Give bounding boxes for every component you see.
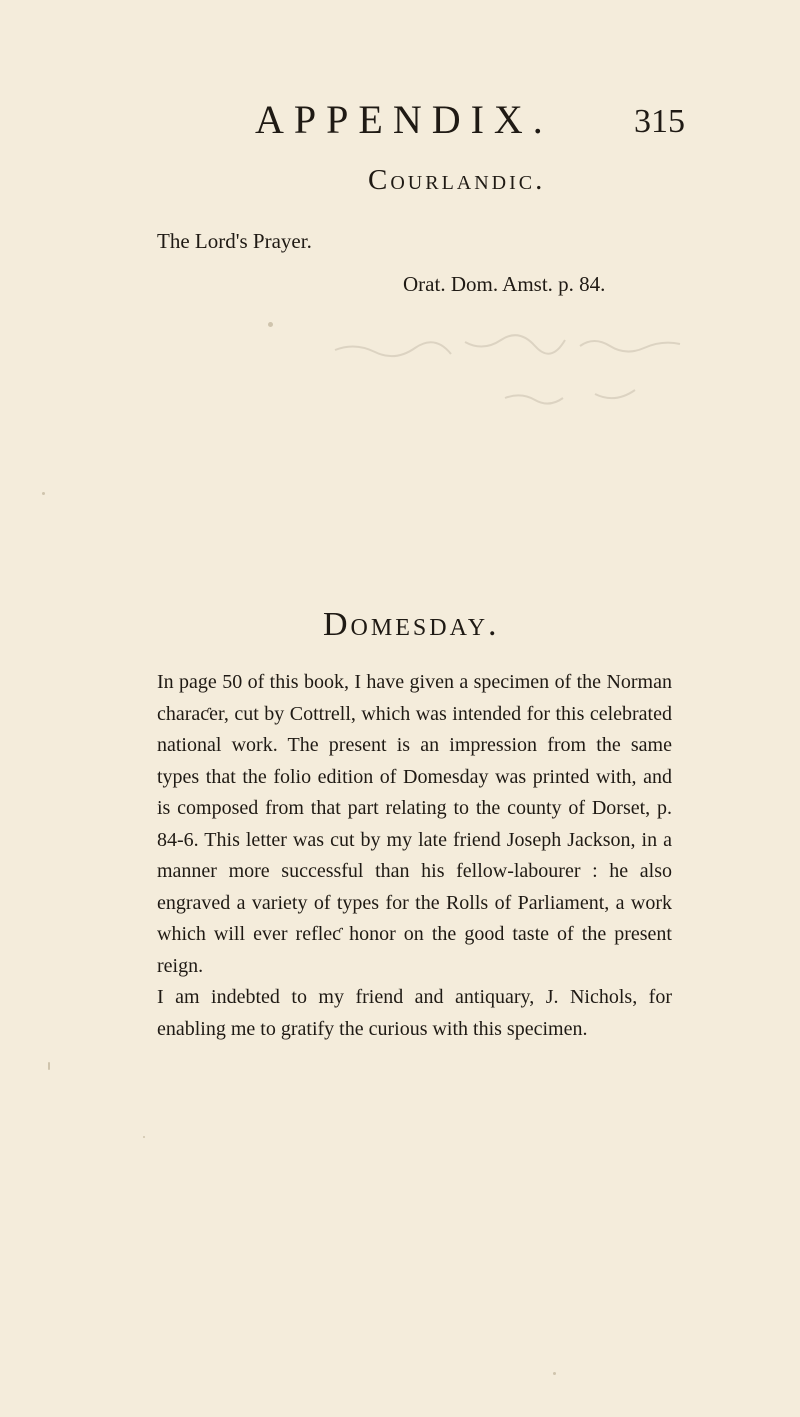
running-title: APPENDIX. <box>255 97 553 142</box>
paper-speck <box>143 1136 145 1138</box>
paper-speck <box>42 492 45 495</box>
domesday-paragraph: In page 50 of this book, I have given a specimen of the Norman charaƈer, cut by Cottrell, which was intended for this celebrated national work. The present is an impression from the same types that the folio edition of Domesday was printed with, and is composed from that part relating to the county of Dorset, p. 84-6. This letter was cut by my late friend Joseph Jackson, in a manner more successful than his fellow-labourer : he also engraved a variety of types for the Rolls of Parliament, a work which will ever refleƈ honor on the good taste of the present reign. <box>157 671 672 977</box>
running-head <box>255 96 685 146</box>
citation: Orat. Dom. Amst. p. 84. <box>403 272 606 296</box>
domesday-heading: Domesday. <box>323 606 500 643</box>
prayer-label: The Lord's Prayer. <box>157 229 312 253</box>
show-through-texture <box>325 322 690 432</box>
paper-speck <box>48 1062 50 1070</box>
paper-speck <box>553 1372 556 1375</box>
domesday-paragraph: I am indebted to my friend and antiquary, J. Nichols, for enabling me to gratify the curious with this specimen. <box>157 986 672 1040</box>
paper-speck <box>268 322 273 327</box>
page-number: 315 <box>634 103 685 140</box>
domesday-body <box>157 667 672 1045</box>
courlandic-heading: Courlandic. <box>368 164 546 196</box>
